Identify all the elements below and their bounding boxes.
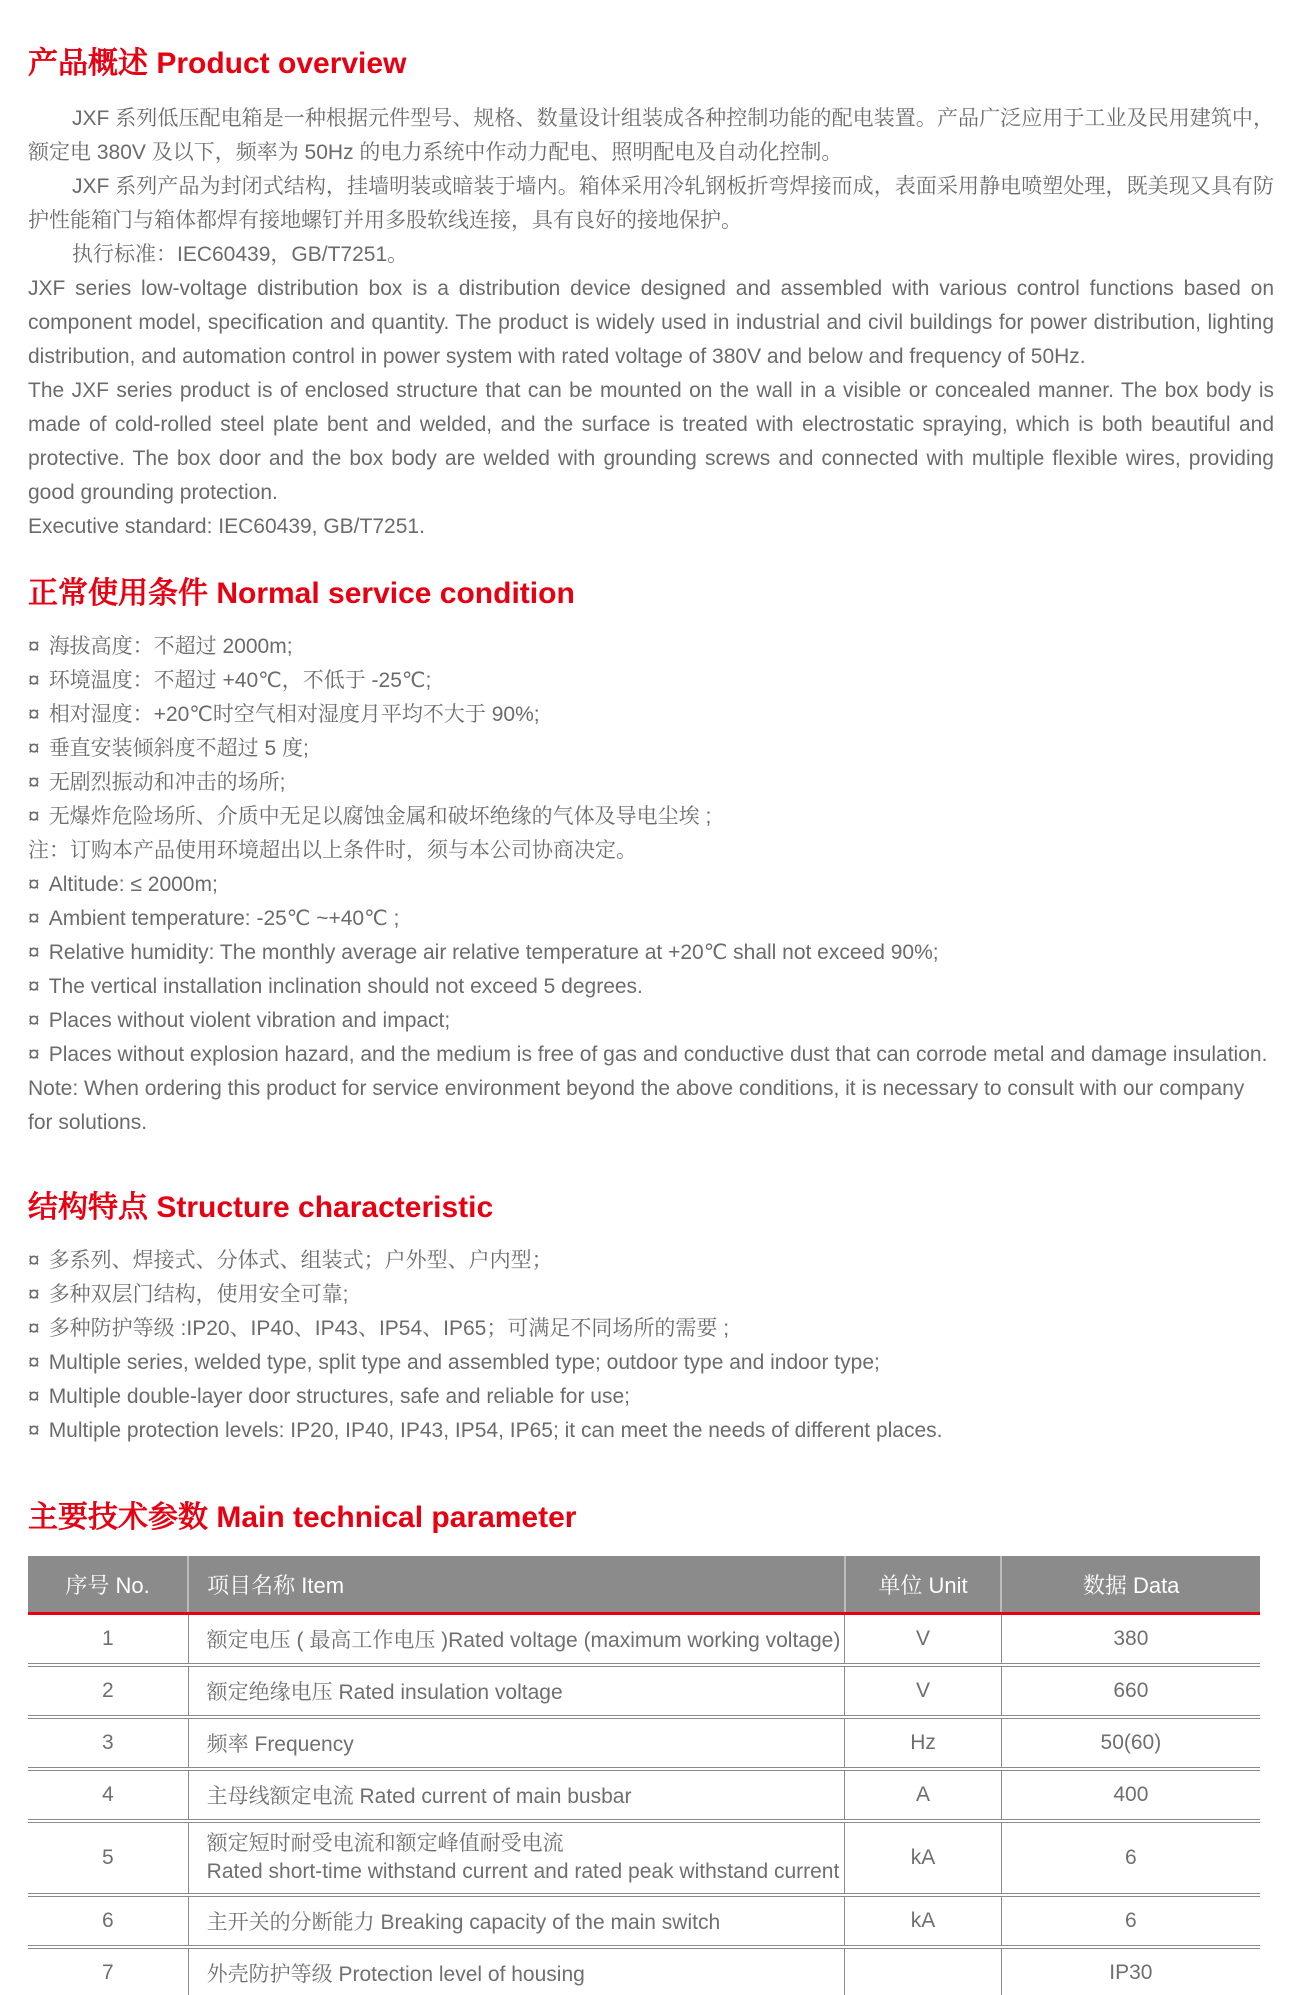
cell-unit: kA: [845, 1821, 1001, 1895]
overview-body: [28, 102, 1274, 544]
list-item: [28, 902, 1274, 936]
list-item-text: Multiple protection levels: IP20, IP40, IP43, IP54, IP65; it can meet the needs of different places.: [48, 1419, 943, 1442]
list-item: [28, 800, 1274, 834]
table-row: [28, 1769, 1260, 1821]
column-header-unit: 单位 Unit: [845, 1556, 1001, 1614]
cell-item: 主开关的分断能力 Breaking capacity of the main switch: [188, 1895, 845, 1947]
list-item-text: Places without explosion hazard, and the medium is free of gas and conductive dust that can corrode metal and damage insulation.: [48, 1043, 1268, 1066]
list-item: [28, 936, 1274, 970]
list-item-text: Multiple series, welded type, split type and assembled type; outdoor type and indoor type;: [48, 1351, 880, 1374]
cell-data: 6: [1001, 1821, 1260, 1895]
cell-data: 6: [1001, 1895, 1260, 1947]
list-item: [28, 1004, 1274, 1038]
bullet-marker: ¤: [28, 703, 40, 726]
list-item-text: Ambient temperature: -25℃ ~+40℃ ;: [48, 907, 400, 930]
list-item-text: 无剧烈振动和冲击的场所;: [48, 771, 286, 794]
list-item-text: 垂直安装倾斜度不超过 5 度;: [48, 737, 309, 760]
list-item: [28, 1278, 1274, 1312]
bullet-marker: ¤: [28, 941, 40, 964]
table-row: [28, 1947, 1260, 1995]
cell-unit: kA: [845, 1895, 1001, 1947]
service-note-cn: 注：订购本产品使用环境超出以上条件时，须与本公司协商决定。: [28, 839, 637, 862]
bullet-marker: ¤: [28, 975, 40, 998]
bullet-marker: ¤: [28, 737, 40, 760]
bullet-marker: ¤: [28, 1317, 40, 1340]
list-item: [28, 868, 1274, 902]
cell-item: [188, 1821, 845, 1895]
list-item: [28, 970, 1274, 1004]
cell-item: 外壳防护等级 Protection level of housing: [188, 1947, 845, 1995]
table-row: [28, 1821, 1260, 1895]
cell-item-line-cn: 额定短时耐受电流和额定峰值耐受电流: [206, 1832, 564, 1855]
list-item-text: 相对湿度：+20℃时空气相对湿度月平均不大于 90%;: [48, 703, 540, 726]
structure-characteristic-list: [28, 1244, 1274, 1448]
list-item: [28, 664, 1274, 698]
section-title-product-overview: 产品概述 Product overview: [28, 47, 407, 80]
section-normal-service-condition: [28, 574, 1274, 1140]
column-header-no: 序号 No.: [28, 1556, 188, 1614]
list-item: [28, 1312, 1274, 1346]
list-item: [28, 732, 1274, 766]
list-item: [28, 1244, 1274, 1278]
overview-en-paragraph-1: JXF series low-voltage distribution box is a distribution device designed and assembled with various control functions based on component model, specification and quantity. The product is widely used in industrial and civil buildings for power distribution, lighting distribution, and automation control in power system with rated voltage of 380V and below and frequency of 50Hz.: [28, 277, 1274, 368]
bullet-marker: ¤: [28, 1385, 40, 1408]
table-header-row: [28, 1556, 1260, 1614]
list-item-text: 无爆炸危险场所、介质中无足以腐蚀金属和破坏绝缘的气体及导电尘埃 ;: [48, 805, 712, 828]
section-product-overview: [28, 44, 1274, 544]
bullet-marker: ¤: [28, 1249, 40, 1272]
section-structure-characteristic: [28, 1188, 1274, 1448]
bullet-marker: ¤: [28, 771, 40, 794]
cell-no: 6: [28, 1895, 188, 1947]
section-main-technical-parameter: [28, 1498, 1274, 1995]
list-item-text: 多系列、焊接式、分体式、组装式；户外型、户内型；: [48, 1249, 553, 1272]
list-item-text: Places without violent vibration and impact;: [48, 1009, 451, 1032]
cell-unit: [845, 1947, 1001, 1995]
column-header-item: 项目名称 Item: [188, 1556, 845, 1614]
cell-no: 3: [28, 1717, 188, 1769]
overview-en-standard-line: Executive standard: IEC60439, GB/T7251.: [28, 515, 425, 538]
cell-data: 400: [1001, 1769, 1260, 1821]
list-item: [28, 1346, 1274, 1380]
service-note-en: Note: When ordering this product for service environment beyond the above conditions, it is necessary to consult with our company for solutions.: [28, 1077, 1245, 1134]
cell-item: 额定绝缘电压 Rated insulation voltage: [188, 1665, 845, 1717]
column-header-data: 数据 Data: [1001, 1556, 1260, 1614]
cell-no: 2: [28, 1665, 188, 1717]
parameters-table: [28, 1556, 1260, 1995]
cell-item-line-en: Rated short-time withstand current and rated peak withstand current: [206, 1860, 840, 1883]
bullet-marker: ¤: [28, 1283, 40, 1306]
list-item-text: 海拔高度：不超过 2000m;: [48, 635, 293, 658]
list-item-text: Altitude: ≤ 2000m;: [48, 873, 218, 896]
list-item: [28, 766, 1274, 800]
table-body: [28, 1614, 1260, 1995]
list-item: [28, 698, 1274, 732]
list-item-text: The vertical installation inclination should not exceed 5 degrees.: [48, 975, 643, 998]
cell-no: 1: [28, 1614, 188, 1666]
list-item-text: 多种防护等级 :IP20、IP40、IP43、IP54、IP65；可满足不同场所的需要 ;: [48, 1317, 730, 1340]
cell-item: 频率 Frequency: [188, 1717, 845, 1769]
service-condition-list-en: [28, 868, 1274, 1140]
list-item-text: Multiple double-layer door structures, safe and reliable for use;: [48, 1385, 630, 1408]
list-item: [28, 630, 1274, 664]
bullet-marker: ¤: [28, 635, 40, 658]
table-row: [28, 1895, 1260, 1947]
bullet-marker: ¤: [28, 669, 40, 692]
table-row: [28, 1665, 1260, 1717]
cell-unit: Hz: [845, 1717, 1001, 1769]
cell-data: 50(60): [1001, 1717, 1260, 1769]
list-item: [28, 1414, 1274, 1448]
list-item-text: 环境温度：不超过 +40℃，不低于 -25℃;: [48, 669, 432, 692]
section-title-main-technical-parameter: 主要技术参数 Main technical parameter: [28, 1501, 577, 1534]
cell-no: 5: [28, 1821, 188, 1895]
bullet-marker: ¤: [28, 805, 40, 828]
cell-data: 660: [1001, 1665, 1260, 1717]
cell-data: IP30: [1001, 1947, 1260, 1995]
section-title-normal-service-condition: 正常使用条件 Normal service condition: [28, 577, 575, 610]
list-item: [28, 1380, 1274, 1414]
cell-unit: A: [845, 1769, 1001, 1821]
bullet-marker: ¤: [28, 1009, 40, 1032]
overview-cn-paragraph-1: JXF 系列低压配电箱是一种根据元件型号、规格、数量设计组装成各种控制功能的配电装置。产品广泛应用于工业及民用建筑中，额定电 380V 及以下，频率为 50Hz 的电力系统中作动力配电、照明配电及自动化控制。: [28, 107, 1274, 164]
overview-cn-paragraph-2: JXF 系列产品为封闭式结构，挂墙明装或暗装于墙内。箱体采用冷轧钢板折弯焊接而成，表面采用静电喷塑处理，既美现又具有防护性能箱门与箱体都焊有接地螺钉并用多股软线连接，具有良好的接地保护。: [28, 175, 1274, 232]
cell-no: 4: [28, 1769, 188, 1821]
table-header: [28, 1556, 1260, 1614]
cell-item: 主母线额定电流 Rated current of main busbar: [188, 1769, 845, 1821]
bullet-marker: ¤: [28, 873, 40, 896]
table-row: [28, 1614, 1260, 1666]
bullet-marker: ¤: [28, 1043, 40, 1066]
bullet-marker: ¤: [28, 907, 40, 930]
cell-unit: V: [845, 1665, 1001, 1717]
service-condition-list-cn: [28, 630, 1274, 868]
section-title-structure-characteristic: 结构特点 Structure characteristic: [28, 1191, 494, 1224]
overview-cn-standard-line: 执行标准：IEC60439，GB/T7251。: [72, 243, 409, 266]
list-item-text: 多种双层门结构，使用安全可靠;: [48, 1283, 349, 1306]
bullet-marker: ¤: [28, 1419, 40, 1442]
table-row: [28, 1717, 1260, 1769]
cell-data: 380: [1001, 1614, 1260, 1666]
cell-item: 额定电压 ( 最高工作电压 )Rated voltage (maximum working voltage): [188, 1614, 845, 1666]
cell-unit: V: [845, 1614, 1001, 1666]
overview-en-paragraph-2: The JXF series product is of enclosed structure that can be mounted on the wall in a visible or concealed manner. The box body is made of cold-rolled steel plate bent and welded, and the surface is treated with electrostatic spraying, which is both beautiful and protective. The box door and the box body are welded with grounding screws and connected with multiple flexible wires, providing good grounding protection.: [28, 379, 1274, 504]
cell-no: 7: [28, 1947, 188, 1995]
bullet-marker: ¤: [28, 1351, 40, 1374]
list-item-text: Relative humidity: The monthly average air relative temperature at +20℃ shall not exceed 90%;: [48, 941, 939, 964]
list-item: [28, 1038, 1274, 1072]
